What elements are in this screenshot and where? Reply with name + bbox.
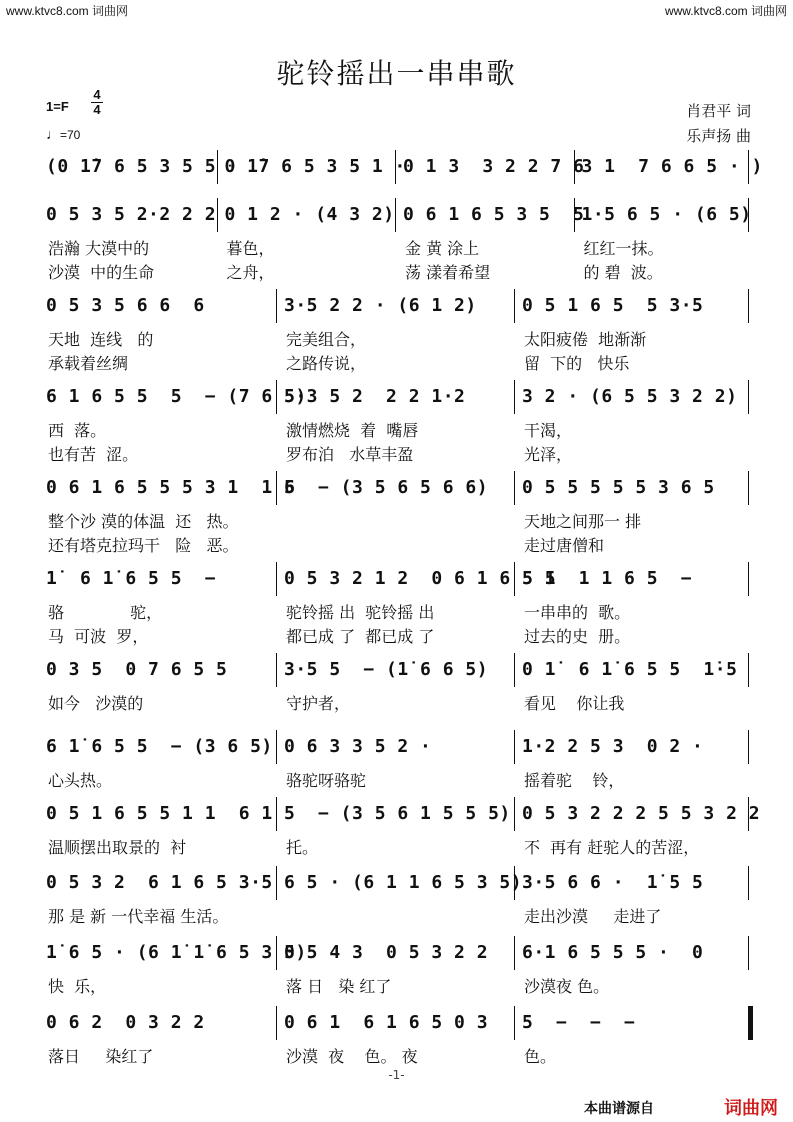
bar-line — [748, 866, 749, 900]
lyric-segment: 也有苦 涩。 — [48, 445, 139, 464]
lyric-segment: 罗布泊 水草丰盈 — [286, 445, 414, 464]
bar-line — [514, 562, 515, 596]
score-row — [40, 380, 754, 470]
measure: 3·5 5 − (1̇ 6 6 5) — [284, 659, 489, 680]
tempo-marking — [46, 126, 80, 142]
lyrics-verse-1 — [40, 1044, 754, 1066]
lyric-segment: 骆驼呀骆驼 — [286, 771, 367, 790]
lyric-segment: 荡 漾着希望 — [405, 263, 491, 282]
measure: 6·1 6 5 5 5 · 0 — [522, 942, 704, 963]
lyrics-verse-1 — [40, 768, 754, 790]
lyric-segment: 光泽， — [524, 445, 573, 464]
lyrics-verse-1 — [40, 974, 754, 996]
measure: 1̇ 6 5 · (6 1̇ 1̇ 6 5 3 5) — [46, 942, 307, 963]
lyrics-verse-2 — [40, 351, 754, 373]
lyricist-credit: 肖君平 词 — [686, 102, 751, 120]
lyrics-verse-1 — [40, 418, 754, 440]
lyric-segment: 温顺摆出取景的 衬 — [48, 838, 187, 857]
lyric-segment: 之路传说， — [286, 354, 367, 373]
lyric-segment: 红红一抹。 — [583, 239, 664, 258]
measure: 0 1̇7 6 5 3 5 1 · — [224, 156, 406, 177]
lyric-segment: 骆 驼， — [48, 603, 163, 622]
lyric-segment: 承载着丝绸 — [48, 354, 129, 373]
time-signature-bottom: 4 — [93, 102, 101, 117]
lyric-segment: 过去的史 册。 — [524, 627, 631, 646]
lyric-segment: 激情燃烧 着 嘴唇 — [286, 421, 419, 440]
notes-line — [40, 936, 754, 970]
lyric-segment: 落 日 染 红了 — [286, 977, 392, 996]
lyric-segment: 走过唐僧和 — [524, 536, 605, 555]
bar-line — [748, 730, 749, 764]
composer-credit: 乐声扬 曲 — [686, 127, 751, 145]
bar-line — [276, 562, 277, 596]
measure: 3·5 2 2 · (6 1 2) — [284, 295, 477, 316]
lyric-segment: 暮色， — [226, 239, 275, 258]
measure: 0 5 3 2 2 2 5 5 3 2 2 — [522, 803, 761, 824]
score-row — [40, 289, 754, 379]
lyric-segment: 看见 你让我 — [524, 694, 625, 713]
lyric-segment: 都已成 了 都已成 了 — [286, 627, 435, 646]
measure: 0 1 3 3 2 2 7 6 — [403, 156, 585, 177]
bar-line — [514, 471, 515, 505]
bar-line — [748, 653, 749, 687]
bar-line — [395, 150, 396, 184]
measure: 5 − (3 5 6 5 6 6) — [284, 477, 489, 498]
lyrics-verse-2 — [40, 533, 754, 555]
bar-line — [514, 380, 515, 414]
bar-line — [514, 730, 515, 764]
lyric-segment: 金 黄 涂上 — [405, 239, 480, 258]
measure: 0 5 3 2 1 2 0 6 1 6 5 5 — [284, 568, 557, 589]
notes-line — [40, 653, 754, 687]
score-row — [40, 562, 754, 652]
measure: 3 1 7 6 6 5 · ) — [581, 156, 763, 177]
bar-line — [217, 198, 218, 232]
measure: 0 6 1 6 1 6 5 0 3 — [284, 1012, 489, 1033]
bar-line — [748, 471, 749, 505]
notes-line — [40, 471, 754, 505]
lyrics-verse-1 — [40, 600, 754, 622]
measure: 0 5 1 6 5 5 3·5 — [522, 295, 704, 316]
lyric-segment: 一串串的 歌。 — [524, 603, 631, 622]
lyric-segment: 还有塔克拉玛干 险 恶。 — [48, 536, 239, 555]
bar-line — [395, 198, 396, 232]
lyrics-verse-2 — [40, 624, 754, 646]
quarter-note-icon: ♩ — [46, 126, 60, 142]
score-row — [40, 471, 754, 561]
bar-line — [514, 653, 515, 687]
measure: 0 5 3 5 6 6 6 — [46, 295, 205, 316]
measure: 0 1 2 · (4 3 2) — [224, 204, 395, 225]
time-signature-top: 4 — [93, 87, 101, 102]
bar-line — [574, 150, 575, 184]
bar-line — [276, 1006, 277, 1040]
lyric-segment: 摇着驼 铃， — [524, 771, 625, 790]
notes-line — [40, 562, 754, 596]
bar-line — [748, 150, 749, 184]
lyric-segment: 马 可波 罗， — [48, 627, 149, 646]
notes-line — [40, 380, 754, 414]
score-row — [40, 198, 754, 288]
lyric-segment: 干渴， — [524, 421, 573, 440]
bar-line — [276, 797, 277, 831]
watermark-right: www.ktvc8.com 词曲网 — [664, 4, 787, 18]
measure: 6 1 6 5 5 5 − (7 6 5) — [46, 386, 307, 407]
measure: 0 3 5 0 7 6 5 5 — [46, 659, 228, 680]
measure: 0 6 1 6 5 5 5 3 1 1 6 — [46, 477, 296, 498]
lyrics-verse-2 — [40, 442, 754, 464]
measure: 5 1 1 1 6 5 − — [522, 568, 693, 589]
bar-line — [217, 150, 218, 184]
notes-line — [40, 866, 754, 900]
bar-line — [276, 289, 277, 323]
key-signature: 1=F — [46, 99, 69, 114]
lyric-segment: 色。 — [524, 1047, 557, 1066]
bar-line — [276, 936, 277, 970]
lyric-segment: 留 下的 快乐 — [524, 354, 630, 373]
lyrics-verse-2 — [40, 260, 754, 282]
lyric-segment: 浩瀚 大漠中的 — [48, 239, 150, 258]
lyric-segment: 驼铃摇 出 驼铃摇 出 — [286, 603, 435, 622]
bar-line — [514, 1006, 515, 1040]
lyric-segment: 沙漠 中的生命 — [48, 263, 155, 282]
bar-line — [276, 380, 277, 414]
bar-line — [514, 797, 515, 831]
lyrics-verse-1 — [40, 236, 754, 258]
score-row — [40, 1006, 754, 1096]
lyric-segment: 太阳疲倦 地渐渐 — [524, 330, 647, 349]
bar-line — [748, 797, 749, 831]
lyric-segment: 落日 染红了 — [48, 1047, 154, 1066]
final-bar-line — [748, 1006, 753, 1040]
bar-line — [574, 198, 575, 232]
measure: 0 6 1 6 5 3 5 5 — [403, 204, 585, 225]
measure: 1̇ 6 1̇ 6 5 5 − — [46, 568, 217, 589]
lyric-segment: 之舟， — [226, 263, 275, 282]
measure: 3 2 · (6 5 5 3 2 2) — [522, 386, 738, 407]
bar-line — [276, 730, 277, 764]
bar-line — [514, 866, 515, 900]
tempo-value: =70 — [60, 128, 81, 142]
lyric-segment: 走出沙漠 走进了 — [524, 907, 662, 926]
measure: 5·3 5 2 2 2 1·2 — [284, 386, 466, 407]
lyric-segment: 沙漠夜 色。 — [524, 977, 610, 996]
measure: 0 5 4 3 0 5 3 2 2 — [284, 942, 489, 963]
lyrics-verse-1 — [40, 835, 754, 857]
footer-brand: 词曲网 — [724, 1098, 778, 1119]
bar-line — [748, 198, 749, 232]
lyric-segment: 天地 连线 的 — [48, 330, 154, 349]
measure: 0 5 5 5 5 5 3 6 5 — [522, 477, 715, 498]
bar-line — [276, 653, 277, 687]
lyrics-verse-1 — [40, 509, 754, 531]
lyric-segment: 西 落。 — [48, 421, 107, 440]
lyric-segment: 快 乐， — [48, 977, 107, 996]
song-title: 驼铃摇出一串串歌 — [276, 57, 517, 90]
bar-line — [514, 936, 515, 970]
footer-source: 本曲谱源自 — [584, 1101, 654, 1117]
bar-line — [748, 936, 749, 970]
notes-line — [40, 289, 754, 323]
measure: 3·5 6 6 · 1̇ 5 5 — [522, 872, 704, 893]
measure: 1·5 6 5 · (6 5) — [581, 204, 752, 225]
lyric-segment: 的 碧 波。 — [583, 263, 663, 282]
lyric-segment: 心头热。 — [48, 771, 113, 790]
bar-line — [748, 562, 749, 596]
bar-line — [748, 380, 749, 414]
notes-line — [40, 198, 754, 232]
lyric-segment: 整个沙 漠的体温 还 热。 — [48, 512, 239, 531]
lyrics-verse-1 — [40, 904, 754, 926]
measure: 0 5 3 2 6 1 6 5 3·5 — [46, 872, 273, 893]
watermark-left: www.ktvc8.com 词曲网 — [6, 4, 129, 18]
lyric-segment: 如今 沙漠的 — [48, 694, 144, 713]
measure: 0 6 3 3 5 2 · — [284, 736, 432, 757]
notes-line — [40, 730, 754, 764]
lyric-segment: 那 是 新 一代幸福 生活。 — [48, 907, 229, 926]
lyrics-verse-1 — [40, 691, 754, 713]
measure: 0 5 3 5 2·2 2 2 — [46, 204, 217, 225]
page-number: -1- — [388, 1068, 405, 1082]
notes-line — [40, 797, 761, 831]
measure: 0 6 2 0 3 2 2 — [46, 1012, 205, 1033]
measure: (0 1̇7 6 5 3 5 5 · — [46, 156, 239, 177]
bar-line — [748, 289, 749, 323]
measure: 5 − − − — [522, 1012, 636, 1033]
measure: 5 − (3 5 6 1 5 5 5) — [284, 803, 511, 824]
measure: 0 1̇ 6 1̇ 6 5 5 1̇·5 — [522, 659, 738, 680]
notes-line — [40, 1006, 754, 1040]
measure: 0 5 1 6 5 5 1 1 6 1 — [46, 803, 273, 824]
lyric-segment: 完美组合， — [286, 330, 367, 349]
lyric-segment: 沙漠 夜 色。 夜 — [286, 1047, 418, 1066]
measure: 6 1̇ 6 5 5 − (3 6 5) — [46, 736, 273, 757]
time-signature — [91, 88, 103, 117]
bar-line — [276, 471, 277, 505]
measure: 6 5 · (6 1 1 6 5 3 5) — [284, 872, 523, 893]
lyric-segment: 托。 — [286, 838, 319, 857]
lyric-segment: 天地之间那一 排 — [524, 512, 642, 531]
bar-line — [514, 289, 515, 323]
measure: 1·2 2 5 3 0 2 · — [522, 736, 704, 757]
bar-line — [276, 866, 277, 900]
notes-line — [40, 150, 763, 184]
lyric-segment: 不 再有 赶驼人的苦涩， — [524, 838, 700, 857]
lyrics-verse-1 — [40, 327, 754, 349]
lyric-segment: 守护者， — [286, 694, 351, 713]
